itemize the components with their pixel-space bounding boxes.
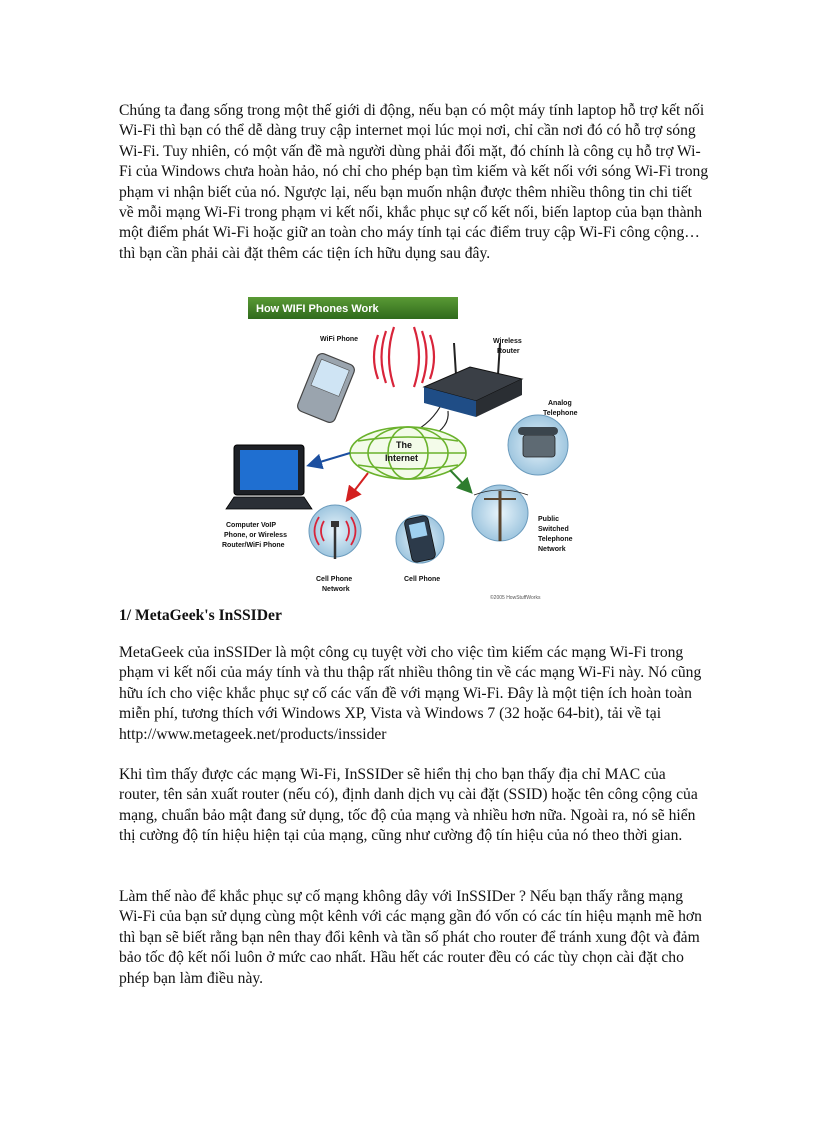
label-internet: Internet: [385, 453, 419, 463]
cell-tower-icon: [309, 505, 361, 559]
label-telephone: Telephone: [543, 410, 578, 417]
label-wireless: Wireless: [493, 338, 522, 345]
cell-phone-icon: [396, 515, 444, 563]
label-analog: Analog: [548, 400, 572, 407]
label-cell-network-2: Network: [322, 586, 350, 593]
label-cell-phone: Cell Phone: [404, 576, 441, 583]
laptop-icon: [226, 445, 312, 509]
figure-credit: ©2005 HowStuffWorks: [490, 595, 541, 601]
figure-title: How WIFI Phones Work: [256, 303, 379, 315]
label-pstn-4: Network: [538, 546, 566, 553]
label-the: The: [396, 440, 413, 450]
label-cell-network-1: Cell Phone: [316, 576, 353, 583]
label-voip-1: Computer VoIP: [226, 522, 277, 529]
wifi-phones-diagram: [218, 295, 596, 605]
label-wifi-phone: WiFi Phone: [320, 336, 359, 343]
inssider-intro-paragraph: MetaGeek của inSSIDer là một công cụ tuyệt vời cho việc tìm kiếm các mạng Wi-Fi trong phạm vi kết nối của máy tính và thu thập rất nhiều thông tin về các mạng Wi-Fi này. Nó cũng hữu ích cho việc khắc phục sự cố các vấn đề với mạng Wi-Fi. Đây là một tiện ích hoàn toàn miễn phí, tương thích với Windows XP, Vista và Windows 7 (32 hoặc 64-bit), tải về tại http://www.metageek.net/products/inssider: [119, 644, 702, 743]
label-pstn-3: Telephone: [538, 536, 573, 543]
analog-telephone-icon: [508, 415, 568, 475]
label-voip-2: Phone, or Wireless: [224, 532, 287, 539]
intro-paragraph: Chúng ta đang sống trong một thế giới di động, nếu bạn có một máy tính laptop hỗ trợ kết nối Wi-Fi thì bạn có thể dễ dàng truy cập internet mọi lúc mọi nơi, chỉ cần nơi đó có hỗ trợ sóng Wi-Fi. Tuy nhiên, có một vấn đề mà người dùng phải đối mặt, đó chính là công cụ hỗ trợ Wi-Fi của Windows chưa hoàn hảo, nó chỉ cho phép bạn tìm kiếm và kết nối với sóng Wi-Fi trong phạm vi nhận biết của nó. Ngược lại, nếu bạn muốn nhận được thêm nhiều thông tin chi tiết về mỗi mạng Wi-Fi trong phạm vi kết nối, khắc phục sự cố kết nối, biến laptop của bạn thành một điểm phát Wi-Fi hoặc giữ an toàn cho máy tính tại các điểm truy cập Wi-Fi công cộng… thì bạn cần phải cài đặt thêm các tiện ích hữu dụng sau đây.: [119, 102, 709, 262]
label-pstn-1: Public: [538, 516, 560, 523]
section-heading: 1/ MetaGeek's InSSIDer: [119, 607, 282, 624]
label-router: Router: [497, 348, 520, 355]
inssider-troubleshoot-paragraph: Làm thế nào để khắc phục sự cố mạng không dây với InSSIDer ? Nếu bạn thấy rằng mạng Wi-Fi của bạn sử dụng cùng một kênh với các mạng gần đó vốn có các tín hiệu mạnh mẽ hơn thì bạn sẽ biết rằng bạn nên thay đổi kênh và tần số phát cho router để tránh xung đột và đảm bảo tốc độ kết nối luôn ở mức cao nhất. Hầu hết các router đều có các tùy chọn cài đặt cho phép bạn làm điều này.: [119, 888, 702, 987]
telephone-pole-icon: [472, 485, 528, 541]
inssider-features-paragraph: Khi tìm thấy được các mạng Wi-Fi, InSSIDer sẽ hiển thị cho bạn thấy địa chỉ MAC của router, tên sản xuất router (nếu có), định danh dịch vụ cài đặt (SSID) hoặc tên công cộng của mạng, chuẩn bảo mật đang sử dụng, tốc độ của mạng và nhiều hơn nữa. Ngoài ra, nó sẽ hiển thị cường độ tín hiệu hiện tại của mạng, cũng như cường độ tín hiệu của nó theo thời gian.: [119, 766, 698, 845]
radio-waves-icon: [374, 327, 434, 387]
label-voip-3: Router/WiFi Phone: [222, 542, 285, 549]
wifi-phone-icon: [296, 352, 356, 424]
label-pstn-2: Switched: [538, 526, 569, 533]
